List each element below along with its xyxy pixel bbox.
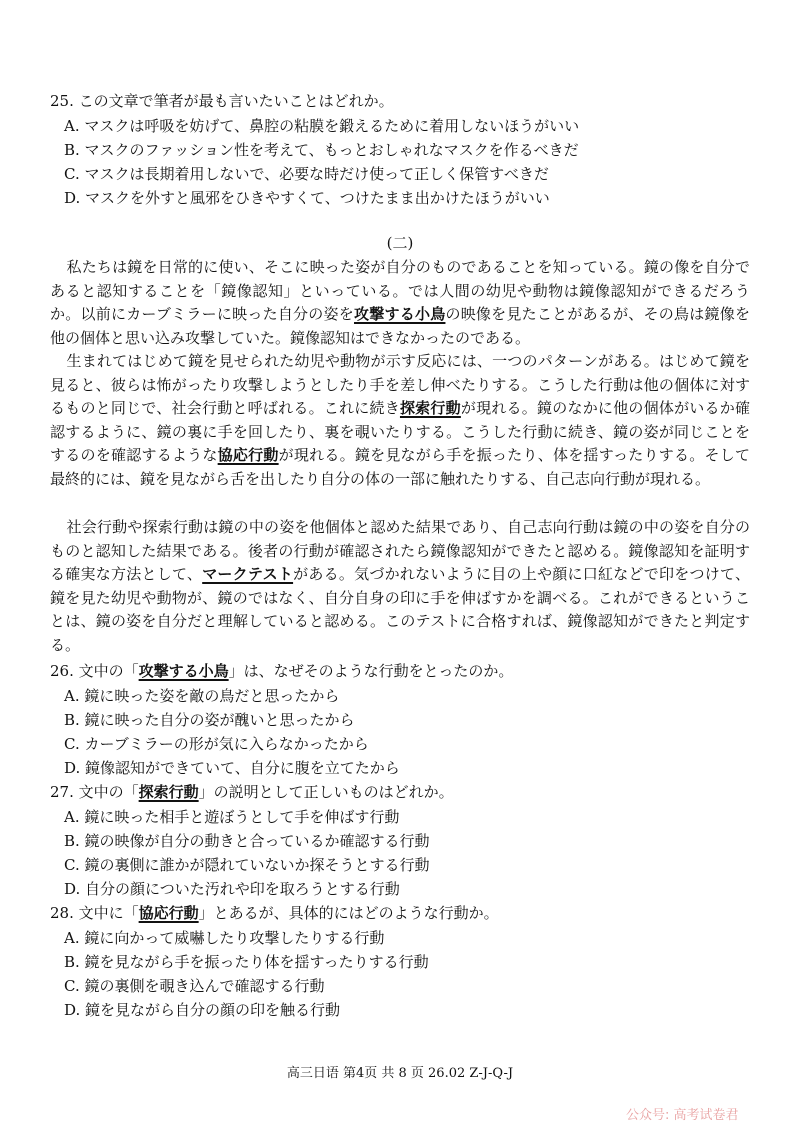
question-27-option-b: B. 鏡の映像が自分の動きと合っているか確認する行動 (64, 832, 430, 850)
question-26-option-b: B. 鏡に映った自分の姿が醜いと思ったから (64, 711, 355, 729)
q26-stem-post: 」は、なぜそのような行動をとったのか。 (228, 662, 514, 680)
q27-underlined-term: 探索行動 (138, 783, 199, 801)
question-28-stem (50, 902, 499, 923)
p1-text-a: 私たちは鏡を日常的に使い、そこに映った姿が自分のものであることを知っている。鏡の像を自分であると認知することを「鏡像認知」といっている。では人間の幼児や動物は鏡像認知ができるだろうか。以前にカーブミラーに映った自分の姿を (50, 258, 750, 324)
passage-paragraph-2 (50, 350, 750, 492)
passage-paragraph-1 (50, 256, 750, 350)
p2-underlined-term-1: 探索行動 (399, 399, 461, 418)
p2-text-b: が現れる。鏡のなかに他の個体がいるか確認するように、鏡の裏に手を回したり、裏を覗いたりする。こうした行動に続き、鏡の姿が同じことをするのを確認するような (50, 399, 750, 465)
q28-stem-post: 」とあるが、具体的にはどのような行動か。 (198, 904, 499, 922)
question-25-option-b: B. マスクのファッション性を考えて、もっとおしゃれなマスクを作るべきだ (64, 141, 579, 159)
question-25-option-c: C. マスクは長期着用しないで、必要な時だけ使って正しく保管すべきだ (64, 165, 549, 183)
question-25-option-d: D. マスクを外すと風邪をひきやすくて、つけたまま出かけたほうがいい (64, 189, 550, 207)
p1-underlined-term: 攻撃する小鳥 (354, 305, 446, 324)
passage-paragraph-3 (50, 516, 750, 658)
q27-stem-pre: 27. 文中の「 (50, 783, 139, 801)
question-27-option-c: C. 鏡の裏側に誰かが隠れていないか探そうとする行動 (64, 856, 430, 874)
section-title: (二) (386, 234, 414, 252)
q28-stem-pre: 28. 文中に「 (50, 904, 139, 922)
question-28-option-c: C. 鏡の裏側を覗き込んで確認する行動 (64, 977, 325, 995)
q26-stem-pre: 26. 文中の「 (50, 662, 139, 680)
question-28-option-a: A. 鏡に向かって威嚇したり攻撃したりする行動 (64, 929, 385, 947)
q26-underlined-term: 攻撃する小鳥 (138, 662, 229, 680)
p3-text-a: 社会行動や探索行動は鏡の中の姿を他個体と認めた結果であり、自己志向行動は鏡の中の姿を自分のものと認知した結果である。後者の行動が確認されたら鏡像認知ができたと認める。鏡像認知を証明する確実な方法として、 (50, 518, 750, 584)
page-footer: 高三日语 第4页 共 8 页 26.02 Z-J-Q-J (286, 1066, 514, 1081)
p2-underlined-term-2: 協応行動 (217, 446, 279, 465)
question-26-option-a: A. 鏡に映った姿を敵の鳥だと思ったから (64, 687, 340, 705)
p2-text-c: が現れる。鏡を見ながら手を振ったり、体を揺すったりする。そして最終的には、鏡を見ながら舌を出したり自分の体の一部に触れたりする、自己志向行動が現れる。 (50, 446, 750, 488)
question-28-option-d: D. 鏡を見ながら自分の顔の印を触る行動 (64, 1001, 341, 1019)
question-25-option-a: A. マスクは呼吸を妨げて、鼻腔の粘膜を鍛えるために着用しないほうがいい (64, 117, 580, 135)
question-25-stem: 25. この文章で筆者が最も言いたいことはどれか。 (50, 92, 394, 110)
p3-underlined-term: マークテスト (202, 565, 294, 584)
q28-underlined-term: 協応行動 (138, 904, 199, 922)
q27-stem-post: 」の説明として正しいものはどれか。 (198, 783, 454, 801)
question-28-option-b: B. 鏡を見ながら手を振ったり体を揺すったりする行動 (64, 953, 429, 971)
p3-text-b: がある。気づかれないように目の上や顔に口紅などで印をつけて、鏡を見た幼児や動物が、鏡のではなく、自分自身の印に手を伸ばすかを調べる。これができるということは、鏡の姿を自分だと理解していると認める。このテストに合格すれば、鏡像認知ができたと判定する。 (50, 565, 750, 654)
p2-text-a: 生まれてはじめて鏡を見せられた幼児や動物が示す反応には、一つのパターンがある。はじめて鏡を見ると、彼らは怖がったり攻撃しようとしたり手を差し伸べたりする。こうした行動は他の個体に対するものと同じで、社会行動と呼ばれる。これに続き (50, 352, 750, 418)
watermark: 公众号: 高考试卷君 (626, 1108, 739, 1123)
question-26-option-c: C. カーブミラーの形が気に入らなかったから (64, 735, 369, 753)
question-26-stem (50, 660, 513, 681)
p1-text-b: の映像を見たことがあるが、その鳥は鏡像を他の個体と思い込み攻撃していた。鏡像認知はできなかったのである。 (50, 305, 750, 347)
question-26-option-d: D. 鏡像認知ができていて、自分に腹を立てたから (64, 759, 400, 777)
question-27-option-d: D. 自分の顔についた汚れや印を取ろうとする行動 (64, 880, 400, 898)
question-27-stem (50, 781, 454, 802)
question-27-option-a: A. 鏡に映った相手と遊ぼうとして手を伸ばす行動 (64, 808, 400, 826)
